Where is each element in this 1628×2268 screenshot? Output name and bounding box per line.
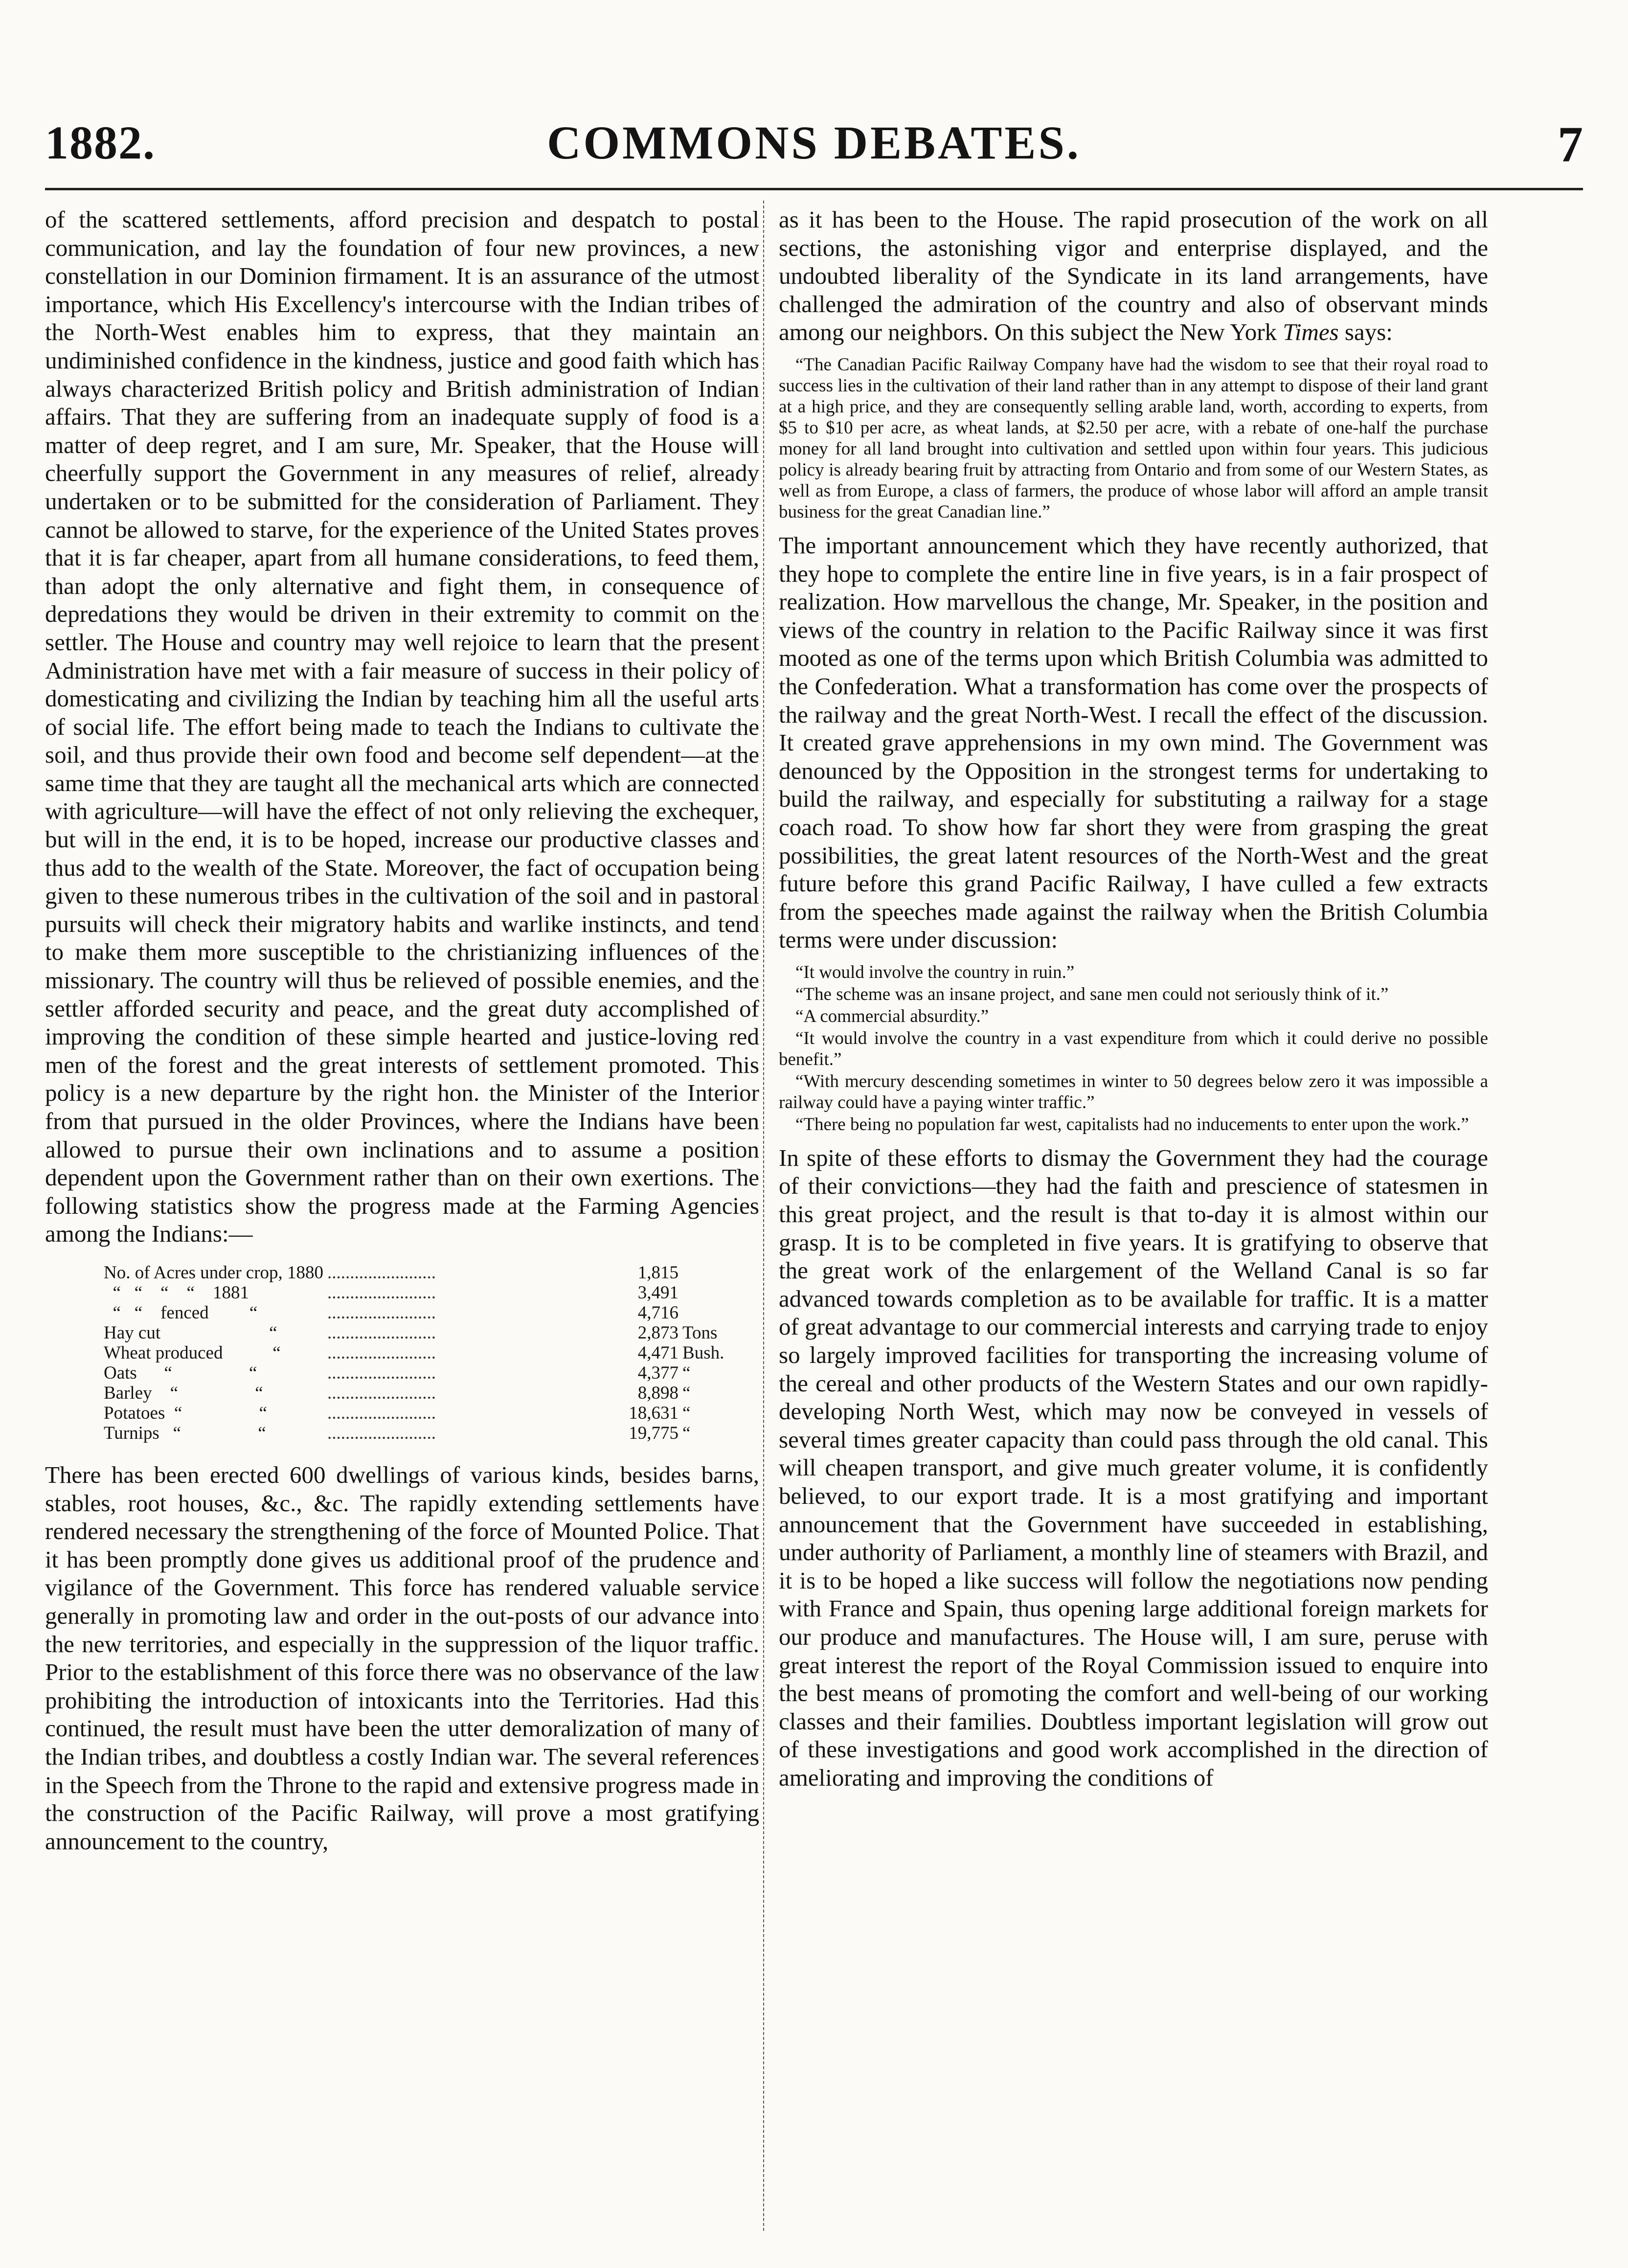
- stat-label: No. of Acres under crop, 1880: [104, 1262, 324, 1283]
- stat-label: Hay cut “: [104, 1322, 277, 1343]
- extract-item: “It would involve the country in a vast expenditure from which it could derive no possible benefit.”: [779, 1028, 1488, 1069]
- stat-unit: [682, 1283, 728, 1303]
- header-page-number: 7: [1558, 116, 1583, 173]
- stat-leader: ........................: [327, 1383, 436, 1403]
- stat-value: 4,471: [637, 1342, 679, 1363]
- stat-unit: [682, 1303, 728, 1323]
- right-paragraph-2: The important announcement which they have recently authorized, that they hope to complete the entire line in five years, is in a fair prospect of realization. How marvellous the change, Mr. Speaker, in the position and views of the country in relation to the Pacific Railway since it was first mooted as one of the terms upon which British Columbia was admitted to the Confederation. What a transformation has come over the prospects of the railway and the great North-West. I recall the effect of the discussion. It created grave apprehensions in my own mind. The Government was denounced by the Opposition in the strongest terms for undertaking to build the railway, and especially for substituting a railway for a stage coach road. To show how far short they were from grasping the great possibilities, the great latent resources of the North-West and the great future before this grand Pacific Railway, I have culled a few extracts from the speeches made against the railway when the British Columbia terms were under discussion:: [779, 531, 1488, 953]
- right-paragraph-1-start: as it has been to the House. The rapid prosecution of the work on all sections, the astonishing vigor and enterprise displayed, and the undoubted liberality of the Syndicate in its land arrangements, have challenged the admiration of the country and also of observant minds among our neighbors. On this subject the New York: [779, 206, 1488, 346]
- right-paragraph-1-end: says:: [1338, 318, 1393, 346]
- quotation-text: “The Canadian Pacific Railway Company have had the wisdom to see that their royal road to success lies in the cultivation of their land rather than in any attempt to dispose of their land grant at a high price, and they are consequently selling arable land, worth, according to experts, from $5 to $10 per acre, as wheat lands, at $2.50 per acre, with a rebate of one-half the purchase money for all land brought into cultivation and settled upon within four years. This judicious policy is already bearing fruit by attracting from Ontario and from some of our Western States, as well as from Europe, a class of farmers, the produce of whose labor will afford an ample transit business for the great Canadian line.”: [779, 354, 1488, 522]
- left-paragraph-2: There has been erected 600 dwellings of various kinds, besides barns, stables, root houses, &c., &c. The rapidly extending settlements have rendered necessary the strengthening of the force of Mounted Police. That it has been promptly done gives us additional proof of the prudence and vigilance of the Government. This force has rendered valuable service generally in promoting law and order in the out-posts of our advance into the new territories, and especially in the suppression of the liquor traffic. Prior to the establishment of this force there was no observance of the law prohibiting the introduction of intoxicants into the Territories. Had this continued, the result must have been the utter demoralization of many of the Indian tribes, and doubtless a costly Indian war. The several references in the Speech from the Throne to the rapid and extensive progress made in the construction of the Pacific Railway, will prove a most gratifying announcement to the country,: [45, 1461, 759, 1855]
- stat-leader: ........................: [327, 1282, 436, 1303]
- extract-item: “It would involve the country in ruin.”: [795, 962, 1075, 982]
- stat-value: 1,815: [637, 1262, 679, 1283]
- page-header: [45, 115, 1583, 174]
- table-row: [104, 1263, 728, 1283]
- table-row: [104, 1303, 728, 1323]
- stat-leader: ........................: [327, 1302, 436, 1323]
- header-title: COMMONS DEBATES.: [547, 116, 1081, 169]
- extract-item: “With mercury descending sometimes in winter to 50 degrees below zero it was impossible a railway could have a paying winter traffic.”: [779, 1071, 1488, 1112]
- right-paragraph-3: In spite of these efforts to dismay the Government they had the courage of their convictions—they had the faith and prescience of statesmen in this great project, and the result is that to-day it is almost within our grasp. It is to be completed in five years. It is gratifying to observe that the great work of the enlargement of the Welland Canal is so far advanced towards completion as to be available for traffic. It is a matter of great advantage to our commercial interests and carrying trade to enjoy so largely improved facilities for transporting the increasing volume of the cereal and other products of the Western States and our own rapidly-developing North West, which may now be conveyed in vessels of several times greater capacity than could pass through the old canal. This will cheapen transport, and give much greater volume, it is confidently believed, to our export trade. It is a most gratifying and important announcement that the Government have succeeded in establishing, under authority of Parliament, a monthly line of steamers with Brazil, and it is to be hoped a like success will follow the negotiations now pending with France and Spain, thus opening large additional foreign markets for our produce and manufactures. The House will, I am sure, peruse with great interest the report of the Royal Commission issued to enquire into the best means of promoting the comfort and well-being of our working classes and their families. Doubtless important legislation will grow out of these investigations and good work accomplished in the direction of ameliorating and improving the conditions of: [779, 1144, 1488, 1791]
- stat-unit: “: [682, 1362, 691, 1383]
- table-row: [104, 1403, 728, 1423]
- table-row: [104, 1323, 728, 1343]
- stat-leader: ........................: [327, 1322, 436, 1343]
- stat-value: 18,631: [629, 1403, 679, 1423]
- stat-label: “ “ fenced “: [104, 1302, 258, 1323]
- header-rule: [45, 188, 1583, 190]
- stat-unit: Bush.: [682, 1342, 724, 1363]
- stat-value: 2,873: [637, 1322, 679, 1343]
- stat-label: Potatoes “ “: [104, 1403, 267, 1423]
- stat-label: Barley “ “: [104, 1383, 263, 1403]
- right-column: [779, 205, 1488, 1792]
- speech-extracts: [779, 962, 1488, 1135]
- stat-unit: [682, 1263, 728, 1283]
- left-paragraph-1: of the scattered settlements, afford precision and despatch to postal communication, and lay the foundation of four new provinces, a new constellation in our Dominion firmament. It is an assurance of the utmost importance, which His Excellency's intercourse with the Indian tribes of the North-West enables him to express, that they maintain an undiminished confidence in the kindness, justice and good faith which has always characterized British policy and British administration of Indian affairs. That they are suffering from an inadequate supply of food is a matter of deep regret, and I am sure, Mr. Speaker, that the House will cheerfully support the Government in any measures of relief, already undertaken or to be submitted for the consideration of Parliament. They cannot be allowed to starve, for the experience of the United States proves that it is far cheaper, apart from all humane considerations, to feed them, than adopt the only alternative and fight them, in consequence of depredations they would be driven in their extremity to commit on the settler. The House and country may well rejoice to learn that the present Administration have met with a fair measure of success in their policy of domesticating and civilizing the Indian by teaching him all the useful arts of social life. The effort being made to teach the Indians to cultivate the soil, and thus provide their own food and become self dependent—at the same time that they are taught all the mechanical arts which are connected with agriculture—will have the effect of not only relieving the exchequer, but will in the end, it is to be hoped, increase our productive classes and thus add to the wealth of the State. Moreover, the fact of occupation being given to these numerous tribes in the cultivation of the soil and in pastoral pursuits will check their migratory habits and warlike instincts, and tend to make them more susceptible to the christianizing influences of the missionary. The country will thus be relieved of possible enemies, and the settler afforded security and peace, and the great duty accomplished of improving the condition of these simple hearted and justice-loving red men of the forest and the great interests of settlement promoted. This policy is a new departure by the right hon. the Minister of the Interior from that pursued in the older Provinces, where the Indians have been allowed to pursue their own inclinations and to assume a position dependent upon the Government rather than on their own exertions. The following statistics show the progress made at the Farming Agencies among the Indians:—: [45, 206, 759, 1247]
- stat-unit: “: [682, 1423, 691, 1443]
- stat-value: 4,716: [637, 1302, 679, 1323]
- stat-value: 4,377: [637, 1362, 679, 1383]
- stat-leader: ........................: [327, 1403, 436, 1423]
- stat-leader: ........................: [327, 1342, 436, 1363]
- table-row: [104, 1283, 728, 1303]
- table-row: [104, 1383, 728, 1403]
- table-row: [104, 1343, 728, 1363]
- stat-unit: “: [682, 1383, 691, 1403]
- stat-label: Oats “ “: [104, 1362, 257, 1383]
- stat-leader: ........................: [327, 1423, 436, 1443]
- stat-label: Wheat produced “: [104, 1342, 281, 1363]
- farming-statistics-table: [104, 1263, 728, 1443]
- stat-unit: “: [682, 1403, 691, 1423]
- stat-label: Turnips “ “: [104, 1423, 266, 1443]
- stat-value: 3,491: [637, 1282, 679, 1303]
- stat-value: 8,898: [637, 1383, 679, 1403]
- newspaper-name: Times: [1283, 318, 1339, 346]
- stat-leader: ........................: [327, 1362, 436, 1383]
- header-year: 1882.: [45, 116, 156, 169]
- extract-item: “There being no population far west, capitalists had no inducements to enter upon the work.”: [795, 1114, 1469, 1134]
- table-row: [104, 1363, 728, 1383]
- table-row: [104, 1423, 728, 1443]
- column-divider: [763, 201, 764, 2231]
- right-paragraph-1: [779, 205, 1488, 346]
- times-quotation: [779, 354, 1488, 522]
- extract-item: “The scheme was an insane project, and sane men could not seriously think of it.”: [795, 984, 1389, 1004]
- extract-item: “A commercial absurdity.”: [795, 1006, 989, 1026]
- stat-value: 19,775: [629, 1423, 679, 1443]
- stat-leader: ........................: [327, 1262, 436, 1283]
- stat-unit: Tons: [682, 1322, 718, 1343]
- left-column: [45, 205, 759, 1855]
- stat-label: “ “ “ “ 1881: [104, 1282, 249, 1303]
